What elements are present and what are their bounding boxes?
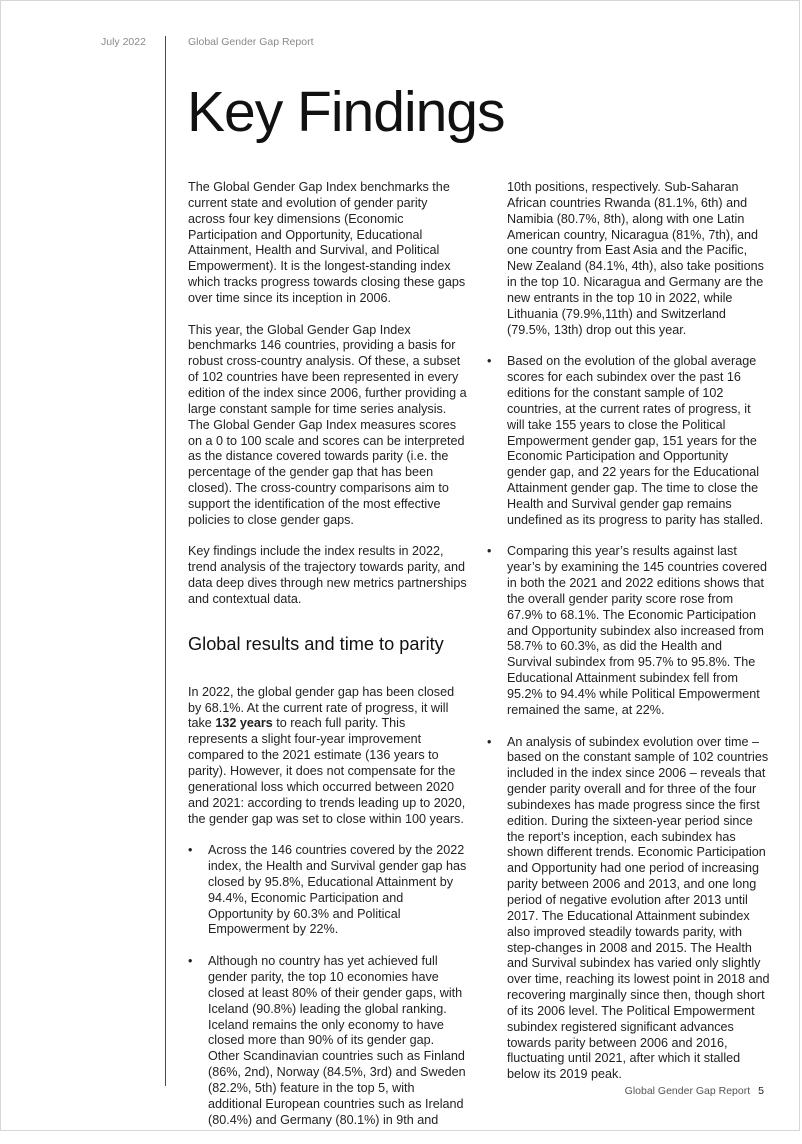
section-paragraph-end: to reach full parity. This represents a slight four-year improvement compared to the 2021 estimate (136 years to parity). However, it does not compensate for the generational loss which occurred between 2020 and 2021: according to trends leading up to 2020, the gender gap was set to close within 100 years.	[188, 716, 466, 826]
footer-report-title: Global Gender Gap Report	[624, 1085, 751, 1097]
bullet-text: Based on the evolution of the global average scores for each subindex over the past 16 editions for the constant sample of 102 countries, at the current rates of progress, it will take 155 years to close the Political Empowerment gender gap, 151 years for the Economic Participation and Opportunity gender gap, and 22 years for the Educational Attainment gender gap. The time to close the Health and Survival gender gap remains undefined as its progress to parity has stalled.	[507, 354, 764, 527]
years-to-parity-highlight: 132 years	[215, 716, 273, 731]
section-heading: Global results and time to parity	[188, 633, 444, 654]
bullet-item	[487, 735, 770, 1084]
header-divider	[165, 36, 166, 1086]
intro-paragraph-3: Key findings include the index results in 2022, trend analysis of the trajectory towards parity, and data deep dives through new metrics partnerships and contextual data.	[188, 544, 467, 606]
intro-paragraph-1: The Global Gender Gap Index benchmarks the current state and evolution of gender parity across four key dimensions (Economic Participation and Opportunity, Educational Attainment, Health and Survival, and Political Empowerment). It is the longest-standing index which tracks progress towards closing these gaps over time since its inception in 2006.	[188, 180, 466, 305]
right-column	[487, 180, 770, 1099]
bullet-dot: •	[188, 954, 193, 969]
page-footer	[625, 1085, 764, 1097]
bullet-text: Comparing this year’s results against last year’s by examining the 145 countries covered in both the 2021 and 2022 editions shows that the overall gender parity score rose from 67.9% to 68.1%. The Economic Participation and Opportunity subindex also increased from 58.7% to 60.3%, as did the Health and Survival subindex from 95.7% to 95.8%. The Educational Attainment subindex fell from 95.2% to 94.4% while Political Empowerment remained the same, at 22%.	[507, 544, 767, 717]
page-title: Key Findings	[187, 80, 505, 144]
header-report-title: Global Gender Gap Report	[188, 36, 314, 48]
bullet-item	[188, 954, 468, 1128]
bullet-text: An analysis of subindex evolution over time – based on the constant sample of 102 countries included in the index since 2006 – reveals that gender parity overall and for three of the four subindexes has made progress since the first edition. During the sixteen-year period since the report’s inception, each subindex has shown different trends. Economic Participation and Opportunity had one period of increasing parity between 2006 and 2013, and one long period of negative evolution after 2013 until 2017. The Educational Attainment subindex also improved steadily towards parity, with step-changes in 2008 and 2015. The Health and Survival subindex has varied only slightly over time, reaching its lowest point in 2018 and recovering marginally since then, though short of its 2006 level. The Political Empowerment subindex registered significant advances towards parity between 2006 and 2016, fluctuating until 2021, after which it stalled below its 2019 peak.	[507, 734, 770, 1082]
bullet-item	[188, 843, 468, 938]
left-column	[188, 180, 468, 1144]
bullet-continuation	[487, 180, 770, 338]
bullet-continuation-text: 10th positions, respectively. Sub-Saharan African countries Rwanda (81.1%, 6th) and Namibia (80.7%, 8th), along with one Latin American country, Nicaragua (81%, 7th), and one country from East Asia and the Pacific, New Zealand (84.1%, 4th), also take positions in the top 10. Nicaragua and Germany are the new entrants in the top 10 in 2022, while Lithuania (79.9%,11th) and Switzerland (79.5%, 13th) drop out this year.	[507, 180, 764, 337]
intro-paragraph-2: This year, the Global Gender Gap Index benchmarks 146 countries, providing a basis for robust cross-country analysis. Of these, a subset of 102 countries have been represented in every edition of the index since 2006, further providing a large constant sample for time series analysis. The Global Gender Gap Index measures scores on a 0 to 100 scale and scores can be interpreted as the distance covered towards parity (i.e. the percentage of the gender gap that has been closed). The cross-country comparisons aim to support the identification of the most effective policies to close gender gaps.	[188, 322, 467, 527]
bullet-dot: •	[487, 354, 492, 369]
section-paragraph	[188, 685, 468, 828]
section-paragraph-start: In 2022, the global gender gap has been closed by 68.1%. At the current rate of progress, it will take	[188, 684, 455, 731]
page-number: 5	[758, 1085, 764, 1097]
bullet-dot: •	[487, 544, 492, 559]
bullet-item	[487, 354, 770, 528]
header-date: July 2022	[101, 36, 146, 48]
bullet-text: Across the 146 countries covered by the 2022 index, the Health and Survival gender gap has closed by 95.8%, Educational Attainment by 94.4%, Economic Participation and Opportunity by 60.3% and Political Empowerment by 22%.	[208, 843, 467, 937]
bullet-dot: •	[188, 843, 193, 858]
bullet-item	[487, 544, 770, 718]
bullet-dot: •	[487, 734, 492, 749]
bullet-text: Although no country has yet achieved full gender parity, the top 10 economies have closed at least 80% of their gender gaps, with Iceland (90.8%) leading the global ranking. Iceland remains the only economy to have closed more than 90% of its gender gap. Other Scandinavian countries such as Finland (86%, 2nd), Norway (84.5%, 3rd) and Sweden (82.2%, 5th) feature in the top 5, with additional European countries such as Ireland (80.4%) and Germany (80.1%) in 9th and	[208, 954, 466, 1127]
